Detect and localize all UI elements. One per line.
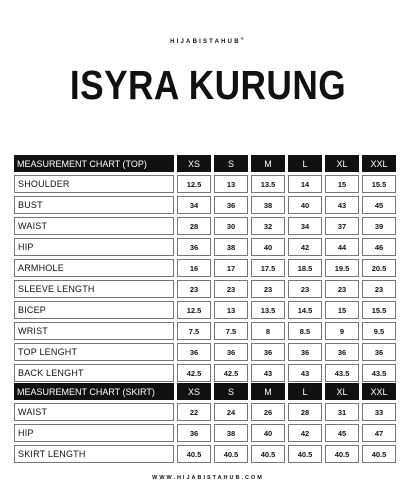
- measurement-value: 13: [214, 175, 248, 193]
- measurement-value: 40.5: [214, 445, 248, 463]
- measurement-name: BUST: [14, 196, 174, 214]
- size-header-xxl: XXL: [362, 155, 396, 172]
- measurement-value: 43.5: [325, 364, 359, 382]
- measurement-name: BACK LENGHT: [14, 364, 174, 382]
- measurement-name: SKIRT LENGTH: [14, 445, 174, 463]
- measurement-value: 14: [288, 175, 322, 193]
- measurement-value: 23: [251, 280, 285, 298]
- measurement-value: 38: [251, 196, 285, 214]
- brand-suffix: HUB: [221, 39, 241, 45]
- measurement-value: 23: [214, 280, 248, 298]
- size-header-s: S: [214, 155, 248, 172]
- measurement-value: 42: [288, 238, 322, 256]
- measurement-name: WRIST: [14, 322, 174, 340]
- measurement-value: 18.5: [288, 259, 322, 277]
- measurement-value: 12.5: [177, 175, 211, 193]
- measurement-value: 39: [362, 217, 396, 235]
- size-header-xl: XL: [325, 383, 359, 400]
- table-row: [14, 175, 402, 193]
- measurement-value: 23: [325, 280, 359, 298]
- measurement-value: 43: [325, 196, 359, 214]
- measurement-value: 32: [251, 217, 285, 235]
- measurement-value: 38: [214, 424, 248, 442]
- measurement-value: 36: [214, 196, 248, 214]
- measurement-value: 45: [325, 424, 359, 442]
- table-row: [14, 322, 402, 340]
- measurement-value: 23: [288, 280, 322, 298]
- measurement-value: 24: [214, 403, 248, 421]
- measurement-value: 13.5: [251, 175, 285, 193]
- measurement-value: 15.5: [362, 301, 396, 319]
- measurement-value: 15: [325, 175, 359, 193]
- measurement-value: 36: [177, 343, 211, 361]
- measurement-value: 31: [325, 403, 359, 421]
- brand-registered-mark: ®: [240, 36, 246, 41]
- measurement-value: 34: [177, 196, 211, 214]
- measurement-value: 14.5: [288, 301, 322, 319]
- measurement-value: 12.5: [177, 301, 211, 319]
- measurement-value: 17.5: [251, 259, 285, 277]
- measurement-value: 36: [251, 343, 285, 361]
- table-row: [14, 280, 402, 298]
- measurement-value: 30: [214, 217, 248, 235]
- measurement-name: BICEP: [14, 301, 174, 319]
- measurement-value: 9.5: [362, 322, 396, 340]
- website-url: WWW.HIJABISTAHUB.COM: [152, 475, 264, 481]
- measurement-value: 40.5: [251, 445, 285, 463]
- table-row: [14, 424, 402, 442]
- measurement-value: 36: [214, 343, 248, 361]
- measurement-value: 19.5: [325, 259, 359, 277]
- skirt-table-header: [14, 383, 402, 400]
- measurement-value: 40: [251, 238, 285, 256]
- size-header-m: M: [251, 155, 285, 172]
- table-row: [14, 238, 402, 256]
- measurement-value: 16: [177, 259, 211, 277]
- skirt-table-title: MEASUREMENT CHART (SKIRT): [14, 383, 174, 400]
- measurement-value: 28: [288, 403, 322, 421]
- table-row: [14, 364, 402, 382]
- table-row: [14, 445, 402, 463]
- measurement-value: 42.5: [214, 364, 248, 382]
- measurement-value: 8: [251, 322, 285, 340]
- brand-name: HIJABISTA: [170, 39, 222, 45]
- top-measurement-table: [14, 155, 402, 382]
- size-header-m: M: [251, 383, 285, 400]
- size-header-xxl: XXL: [362, 383, 396, 400]
- measurement-value: 37: [325, 217, 359, 235]
- measurement-value: 17: [214, 259, 248, 277]
- measurement-name: HIP: [14, 238, 174, 256]
- brand-logo: [0, 36, 416, 45]
- measurement-value: 45: [362, 196, 396, 214]
- measurement-value: 40.5: [362, 445, 396, 463]
- top-table-title: MEASUREMENT CHART (TOP): [14, 155, 174, 172]
- measurement-value: 43.5: [362, 364, 396, 382]
- measurement-value: 44: [325, 238, 359, 256]
- measurement-value: 36: [288, 343, 322, 361]
- measurement-value: 40: [251, 424, 285, 442]
- measurement-name: WAIST: [14, 403, 174, 421]
- size-header-l: L: [288, 383, 322, 400]
- size-header-l: L: [288, 155, 322, 172]
- size-header-s: S: [214, 383, 248, 400]
- measurement-value: 36: [177, 424, 211, 442]
- measurement-value: 15.5: [362, 175, 396, 193]
- measurement-value: 40: [288, 196, 322, 214]
- measurement-value: 40.5: [325, 445, 359, 463]
- measurement-value: 8.5: [288, 322, 322, 340]
- measurement-value: 7.5: [214, 322, 248, 340]
- table-row: [14, 259, 402, 277]
- table-row: [14, 217, 402, 235]
- measurement-value: 13.5: [251, 301, 285, 319]
- measurement-name: ARMHOLE: [14, 259, 174, 277]
- table-row: [14, 403, 402, 421]
- measurement-value: 36: [325, 343, 359, 361]
- table-row: [14, 301, 402, 319]
- measurement-value: 36: [177, 238, 211, 256]
- table-row: [14, 196, 402, 214]
- measurement-name: SHOULDER: [14, 175, 174, 193]
- measurement-value: 7.5: [177, 322, 211, 340]
- measurement-name: TOP LENGHT: [14, 343, 174, 361]
- size-header-xl: XL: [325, 155, 359, 172]
- size-header-xs: XS: [177, 383, 211, 400]
- measurement-value: 42: [288, 424, 322, 442]
- measurement-value: 15: [325, 301, 359, 319]
- measurement-value: 43: [288, 364, 322, 382]
- measurement-value: 40.5: [177, 445, 211, 463]
- measurement-value: 20.5: [362, 259, 396, 277]
- top-table-header: [14, 155, 402, 172]
- measurement-value: 36: [362, 343, 396, 361]
- measurement-value: 34: [288, 217, 322, 235]
- page-title: ISYRA KURUNG: [69, 62, 347, 108]
- measurement-name: WAIST: [14, 217, 174, 235]
- measurement-value: 38: [214, 238, 248, 256]
- measurement-value: 22: [177, 403, 211, 421]
- measurement-value: 23: [362, 280, 396, 298]
- measurement-value: 26: [251, 403, 285, 421]
- measurement-value: 47: [362, 424, 396, 442]
- measurement-value: 33: [362, 403, 396, 421]
- measurement-value: 9: [325, 322, 359, 340]
- measurement-value: 23: [177, 280, 211, 298]
- size-header-xs: XS: [177, 155, 211, 172]
- measurement-value: 40.5: [288, 445, 322, 463]
- measurement-value: 46: [362, 238, 396, 256]
- measurement-value: 28: [177, 217, 211, 235]
- skirt-measurement-table: [14, 383, 402, 463]
- measurement-value: 42.5: [177, 364, 211, 382]
- measurement-name: HIP: [14, 424, 174, 442]
- measurement-name: SLEEVE LENGTH: [14, 280, 174, 298]
- measurement-value: 13: [214, 301, 248, 319]
- measurement-value: 43: [251, 364, 285, 382]
- table-row: [14, 343, 402, 361]
